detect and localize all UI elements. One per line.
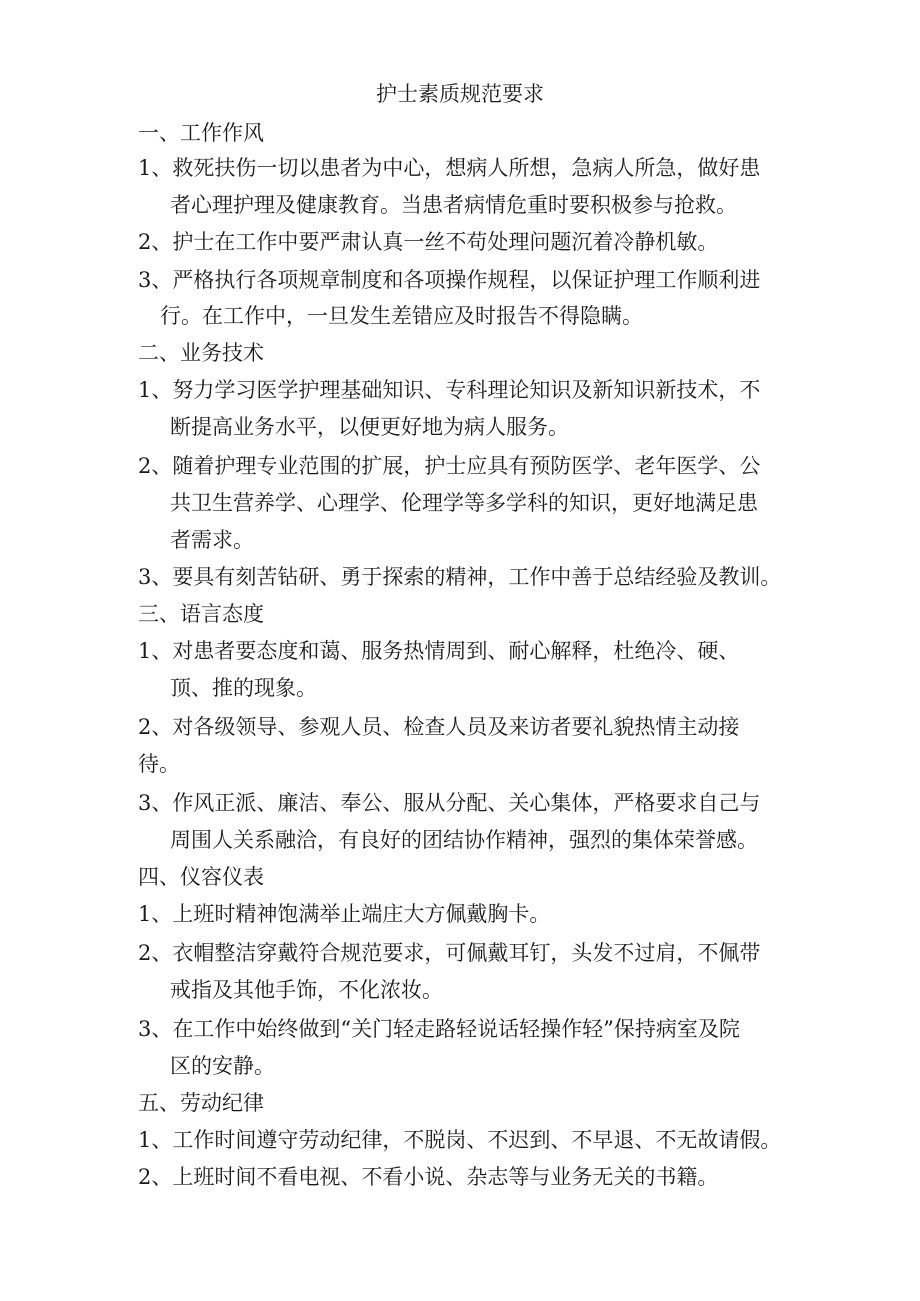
- list-item-continuation: 者需求。: [170, 528, 254, 552]
- list-item: 3、在工作中始终做到“关门轻走路轻说话轻操作轻”保持病室及院: [138, 1017, 740, 1041]
- list-item: 2、上班时间不看电视、不看小说、杂志等与业务无关的书籍。: [138, 1165, 719, 1189]
- list-item-continuation: 戒指及其他手饰，不化浓妆。: [170, 978, 443, 1002]
- list-item-continuation: 顶、推的现象。: [170, 676, 317, 700]
- list-item-continuation: 行。在工作中，一旦发生差错应及时报告不得隐瞒。: [160, 304, 643, 328]
- list-item: 2、随着护理专业范围的扩展，护士应具有预防医学、老年医学、公: [138, 454, 761, 478]
- section-heading: 二、业务技术: [138, 341, 264, 365]
- list-item: 1、救死扶伤一切以患者为中心，想病人所想，急病人所急，做好患: [138, 156, 761, 180]
- list-item: 1、工作时间遵守劳动纪律，不脱岗、不迟到、不早退、不无故请假。: [138, 1128, 782, 1152]
- list-item-continuation: 共卫生营养学、心理学、伦理学等多学科的知识，更好地满足患: [170, 491, 758, 515]
- section-heading: 一、工作作风: [138, 121, 264, 145]
- list-item: 2、对各级领导、参观人员、检查人员及来访者要礼貌热情主动接: [138, 715, 740, 739]
- list-item: 3、作风正派、廉洁、奉公、服从分配、关心集体，严格要求自己与: [138, 791, 761, 815]
- list-item-continuation: 周围人关系融洽，有良好的团结协作精神，强烈的集体荣誉感。: [170, 828, 758, 852]
- list-item: 2、衣帽整洁穿戴符合规范要求，可佩戴耳钉，头发不过肩，不佩带: [138, 941, 761, 965]
- list-item: 1、努力学习医学护理基础知识、专科理论知识及新知识新技术，不: [138, 378, 761, 402]
- list-item-continuation: 断提高业务水平，以便更好地为病人服务。: [170, 415, 569, 439]
- section-heading: 三、语言态度: [138, 602, 264, 626]
- list-item-continuation: 待。: [138, 752, 180, 776]
- list-item: 3、严格执行各项规章制度和各项操作规程，以保证护理工作顺利进: [138, 268, 761, 292]
- list-item: 1、对患者要态度和蔼、服务热情周到、耐心解释，杜绝冷、硬、: [138, 639, 740, 663]
- list-item-continuation: 者心理护理及健康教育。当患者病情危重时要积极参与抢救。: [170, 193, 737, 217]
- list-item-continuation: 区的安静。: [170, 1054, 275, 1078]
- section-heading: 五、劳动纪律: [138, 1091, 264, 1115]
- list-item: 3、要具有刻苦钻研、勇于探索的精神，工作中善于总结经验及教训。: [138, 565, 782, 589]
- section-heading: 四、仪容仪表: [138, 865, 264, 889]
- document-title: 护士素质规范要求: [376, 82, 544, 106]
- list-item: 2、护士在工作中要严肃认真一丝不苟处理问题沉着冷静机敏。: [138, 230, 719, 254]
- list-item: 1、上班时精神饱满举止端庄大方佩戴胸卡。: [138, 902, 551, 926]
